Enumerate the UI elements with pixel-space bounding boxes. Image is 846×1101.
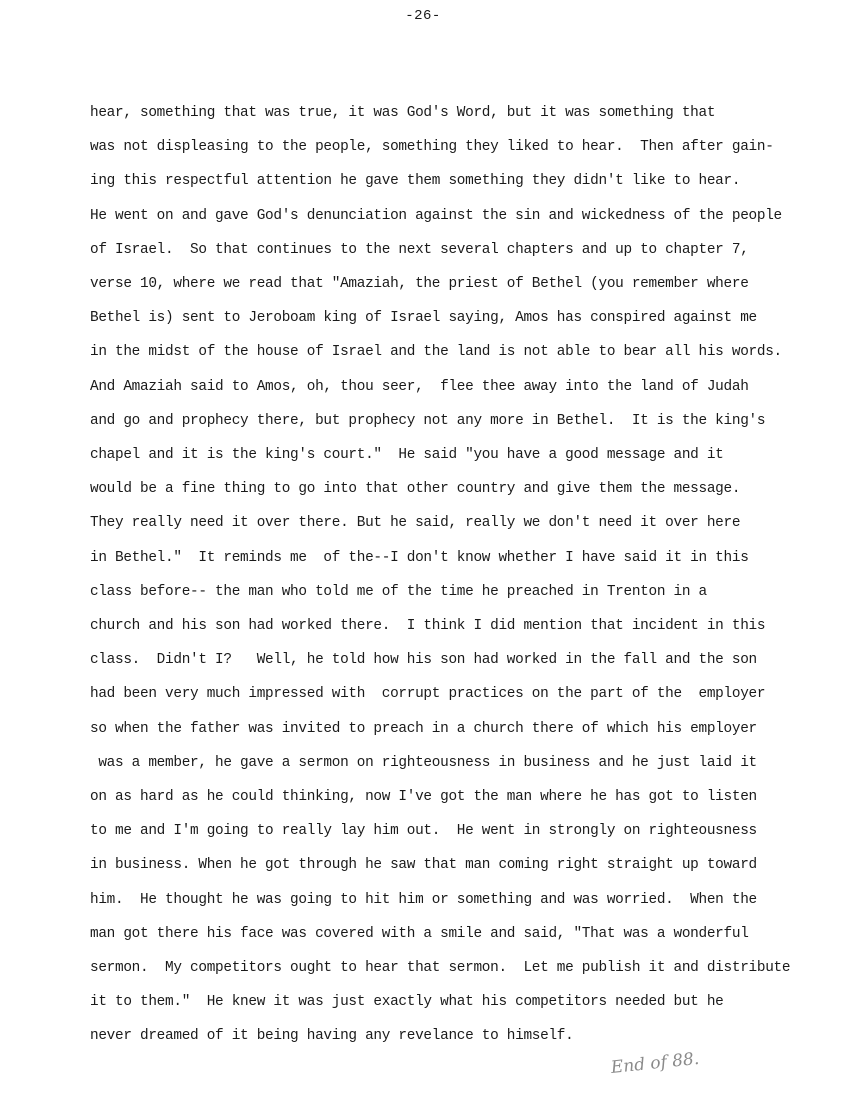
text-line: sermon. My competitors ought to hear that sermon. Let me publish it and distribute xyxy=(90,960,791,977)
text-line: in business. When he got through he saw that man coming right straight up toward xyxy=(90,857,757,874)
text-line: would be a fine thing to go into that other country and give them the message. xyxy=(90,481,741,498)
text-line: They really need it over there. But he said, really we don't need it over here xyxy=(90,515,741,532)
page-number: -26- xyxy=(405,8,441,24)
text-line: him. He thought he was going to hit him or something and was worried. When the xyxy=(90,891,757,908)
text-line: in Bethel." It reminds me of the--I don't know whether I have said it in this xyxy=(90,549,749,566)
text-line: to me and I'm going to really lay him out. He went in strongly on righteousness xyxy=(90,823,757,840)
text-line: and go and prophecy there, but prophecy not any more in Bethel. It is the king's xyxy=(90,412,766,429)
handwritten-annotation: End of 88. xyxy=(609,1048,701,1078)
text-line: so when the father was invited to preach in a church there of which his employer xyxy=(90,720,757,737)
text-line: Bethel is) sent to Jeroboam king of Israel saying, Amos has conspired against me xyxy=(90,310,757,327)
text-line: had been very much impressed with corrupt practices on the part of the employer xyxy=(90,686,766,703)
text-line: was a member, he gave a sermon on righteousness in business and he just laid it xyxy=(90,754,757,771)
text-line: was not displeasing to the people, something they liked to hear. Then after gain- xyxy=(90,139,774,156)
text-line: in the midst of the house of Israel and the land is not able to bear all his words. xyxy=(90,344,782,361)
text-line: never dreamed of it being having any revelance to himself. xyxy=(90,1028,574,1045)
text-line: And Amaziah said to Amos, oh, thou seer, flee thee away into the land of Judah xyxy=(90,378,749,395)
text-line: church and his son had worked there. I think I did mention that incident in this xyxy=(90,618,766,635)
text-line: it to them." He knew it was just exactly what his competitors needed but he xyxy=(90,994,724,1011)
text-line: He went on and gave God's denunciation against the sin and wickedness of the people xyxy=(90,207,782,224)
text-line: of Israel. So that continues to the next several chapters and up to chapter 7, xyxy=(90,241,749,258)
text-line: hear, something that was true, it was God's Word, but it was something that xyxy=(90,105,716,121)
text-line: ing this respectful attention he gave them something they didn't like to hear. xyxy=(90,173,741,190)
text-line: verse 10, where we read that "Amaziah, the priest of Bethel (you remember where xyxy=(90,276,749,293)
text-line: chapel and it is the king's court." He said "you have a good message and it xyxy=(90,447,724,464)
text-line: class before-- the man who told me of the time he preached in Trenton in a xyxy=(90,583,707,600)
body-text xyxy=(90,96,810,1054)
text-line: on as hard as he could thinking, now I've got the man where he has got to listen xyxy=(90,789,757,806)
text-line: class. Didn't I? Well, he told how his son had worked in the fall and the son xyxy=(90,652,757,669)
text-line: man got there his face was covered with a smile and said, "That was a wonderful xyxy=(90,925,749,942)
